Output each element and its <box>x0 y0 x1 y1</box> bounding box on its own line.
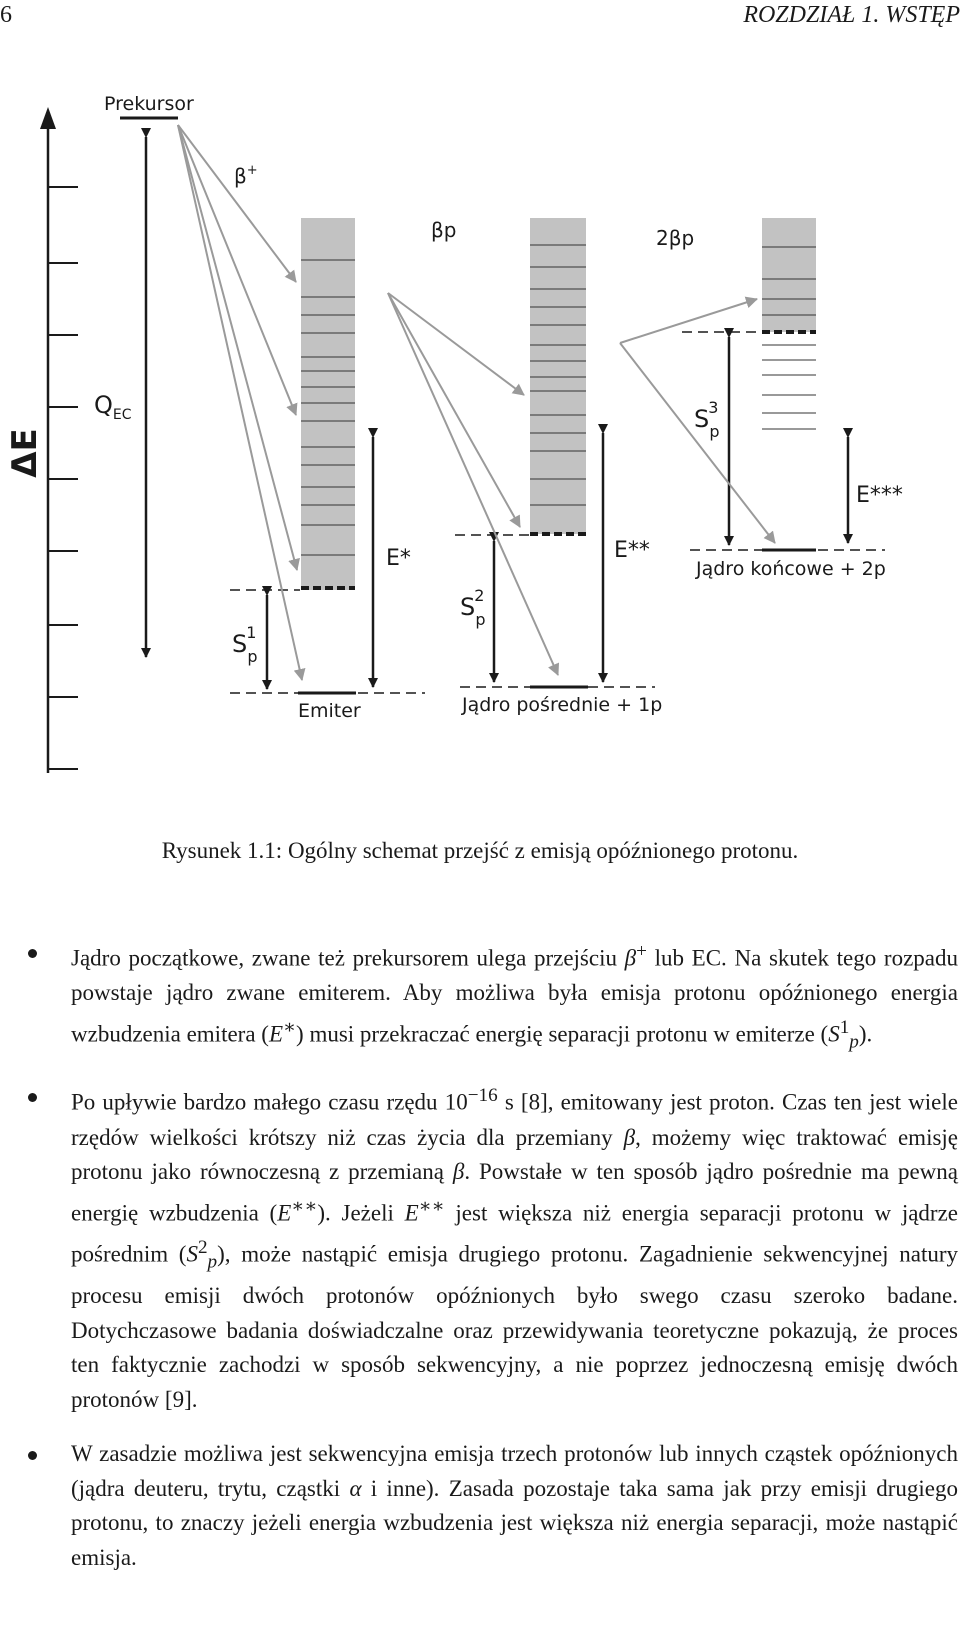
math-e: E <box>268 1021 284 1047</box>
bullet-item-precursor <box>28 935 958 1059</box>
math-beta: β <box>624 945 637 971</box>
math-sup: 1 <box>839 1016 850 1038</box>
math-e: E <box>277 1200 292 1226</box>
text-run: jest większa niż energia separacji protonu w jądrze pośrednim ( <box>71 1200 958 1267</box>
e-star-label: E* <box>386 546 411 571</box>
e-double-star-label: E** <box>614 538 650 563</box>
math-s: S <box>828 1021 840 1047</box>
text-run: . Powstałe w ten sposób jądro pośrednie ma pewną energię wzbudzenia ( <box>71 1159 958 1226</box>
two-beta-p-label: 2βp <box>656 226 695 250</box>
text-run: i inne). Zasada pozostaje taka sama jak przy emisji drugiego protonu, to znaczy jeżeli energia wzbudzenia jest większa niż energia separacji, może nastąpić emisja. <box>71 1475 959 1570</box>
text-run: W zasadzie możliwa jest sekwencyjna emisja trzech protonów lub innych cząstek opóźnionych (jądra deuteru, trytu, cząstki <box>71 1441 958 1501</box>
chapter-title: ROZDZIAŁ 1. WSTĘP <box>743 2 960 28</box>
precursor-label: Prekursor <box>104 93 194 115</box>
sp2-label: S2 p <box>460 586 486 629</box>
sp3-label: S3 p <box>694 398 720 441</box>
math-sup: ∗∗ <box>291 1195 318 1217</box>
text-run: ), może nastąpić emisja drugiego protonu. Zagadnienie sekwencyjnej natury procesu emisji dwóch protonów opóźnionych było swego czasu szeroko badane. Dotychczasowe badania doświadczalne oraz przewidywania teoretyczne pokazują, że proces ten faktycznie zachodzi w sposób sekwencyjny, a nie poprzez jednoczesną emisję dwóch protonów [9]. <box>71 1241 959 1412</box>
bullet-list <box>28 935 958 1595</box>
math-sup: ∗ <box>283 1016 297 1038</box>
math-sub: p <box>849 1030 859 1052</box>
q-ec-label: $Q_{EC}$ <box>94 391 132 423</box>
math-sup: + <box>636 941 647 962</box>
text-run: lub EC. Na skutek tego rozpadu powstaje jądro zwane emiterem. Aby możliwa była emisja protonu opóźnionego energia wzbudzenia emitera ( <box>71 945 958 1047</box>
text-run: Po upływie bardzo małego czasu rzędu 10 <box>71 1090 468 1116</box>
energy-axis-label: ΔE <box>5 428 45 478</box>
bullet-dot <box>28 1093 37 1102</box>
figure-caption-label: Rysunek 1.1: <box>161 838 283 863</box>
bullet-dot <box>28 949 37 958</box>
text-run: ). <box>858 1021 873 1047</box>
math-e: E <box>404 1200 419 1226</box>
bullet-item-emission <box>28 1079 958 1417</box>
intermediate-level-band <box>530 218 586 534</box>
math-beta: β <box>623 1124 636 1150</box>
energy-axis <box>5 107 78 773</box>
figure-caption-text: Ogólny schemat przejść z emisją opóźnionego protonu. <box>287 838 799 863</box>
math-beta: β <box>452 1159 465 1185</box>
e-triple-star-label: E*** <box>856 483 903 508</box>
final-level-band <box>762 218 816 429</box>
math-sup: −16 <box>467 1085 498 1107</box>
decay-scheme-diagram <box>0 85 960 825</box>
emitter-level-band <box>301 218 355 590</box>
bullet-dot <box>28 1451 37 1460</box>
sp1-label: S1 p <box>232 623 258 666</box>
math-alpha: α <box>349 1475 362 1501</box>
text-run: , możemy więc traktować emisję protonu jako równoczesną z przemianą <box>71 1124 959 1185</box>
running-head <box>0 0 960 40</box>
math-s: S <box>186 1241 198 1267</box>
text-run: ). Jeżeli <box>317 1200 405 1226</box>
intermediate-label: Jądro pośrednie + 1p <box>462 694 663 716</box>
bullet-item-three-protons <box>28 1437 958 1575</box>
math-sub: p <box>207 1250 218 1272</box>
math-sup: ∗∗ <box>418 1195 445 1217</box>
figure-caption <box>0 838 960 864</box>
emitter-label: Emiter <box>298 700 361 722</box>
decay-scheme-figure <box>0 85 960 825</box>
text-run: ) musi przekraczać energię separacji protonu w emiterze ( <box>296 1021 829 1047</box>
page-number: 6 <box>0 2 12 28</box>
math-sup: 2 <box>197 1236 208 1258</box>
text-run: Jądro początkowe, zwane też prekursorem ulega przejściu <box>71 945 625 971</box>
beta-p-label: βp <box>431 218 457 242</box>
final-label: Jądro końcowe + 2p <box>696 558 886 580</box>
beta-plus-label: β+ <box>234 163 258 188</box>
text-run: s [8], emitowany jest proton. Czas ten jest wiele rzędów wielkości krótszy niż czas życia dla przemiany <box>71 1090 958 1150</box>
